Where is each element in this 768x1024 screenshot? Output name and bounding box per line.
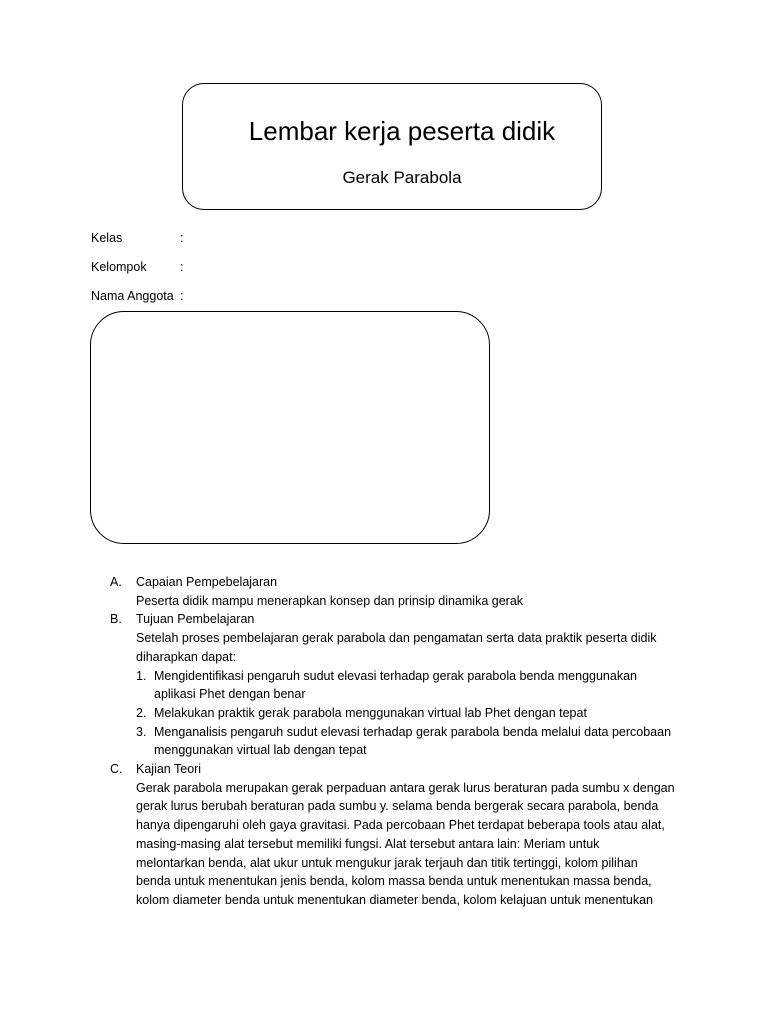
field-kelompok <box>91 258 183 276</box>
list-text: Menganalisis pengaruh sudut elevasi terhadap gerak parabola benda melalui data percobaan <box>154 724 672 739</box>
title-box <box>182 83 602 210</box>
section-text: diharapkan dapat: <box>136 649 237 664</box>
theory-line: melontarkan benda, alat ukur untuk mengukur jarak terjauh dan titik tertinggi, kolom pilihan <box>136 855 638 870</box>
list-item <box>136 704 690 723</box>
theory-line: kolom diameter benda untuk menentukan diameter benda, kolom kelajuan untuk menentukan <box>136 892 653 907</box>
field-colon: : <box>180 289 184 303</box>
section-title: Tujuan Pembelajaran <box>136 612 255 627</box>
list-text: menggunakan virtual lab dengan tepat <box>154 743 367 758</box>
theory-line: hanya dipengaruhi oleh gaya gravitasi. Pada percobaan Phet terdapat beberapa tools atau alat, <box>136 818 665 833</box>
list-item <box>136 667 690 704</box>
content-body <box>110 573 690 910</box>
page-title: Lembar kerja peserta didik <box>248 116 556 146</box>
field-label: Nama Anggota <box>91 289 174 303</box>
list-number: 1. <box>136 668 147 683</box>
list-number: 2. <box>136 705 147 720</box>
page-subtitle: Gerak Parabola <box>342 168 462 187</box>
theory-line: benda untuk menentukan jenis benda, kolom massa benda untuk menentukan massa benda, <box>136 874 652 889</box>
section-b <box>110 610 690 760</box>
section-a <box>110 573 690 610</box>
section-letter: C. <box>110 762 123 777</box>
theory-line: gerak lurus berubah beraturan pada sumbu y. selama benda bergerak secara parabola, benda <box>136 799 659 814</box>
field-nama-anggota <box>91 287 183 305</box>
field-colon: : <box>180 260 184 274</box>
theory-line: masing-masing alat tersebut memiliki fungsi. Alat tersebut antara lain: Meriam untuk <box>136 836 600 851</box>
field-colon: : <box>180 231 184 245</box>
list-text: Melakukan praktik gerak parabola menggunakan virtual lab Phet dengan tepat <box>154 705 587 720</box>
section-letter: A. <box>110 575 122 589</box>
section-letter: B. <box>110 612 122 627</box>
field-label: Kelas <box>91 231 123 245</box>
member-names-box <box>90 311 490 544</box>
theory-line: Gerak parabola merupakan gerak perpaduan antara gerak lurus beraturan pada sumbu x dengan <box>136 780 675 795</box>
list-text: Mengidentifikasi pengaruh sudut elevasi terhadap gerak parabola benda menggunakan <box>154 668 637 683</box>
section-text: Peserta didik mampu menerapkan konsep dan prinsip dinamika gerak <box>136 593 524 608</box>
list-number: 3. <box>136 724 147 739</box>
section-title: Capaian Pempebelajaran <box>136 575 278 589</box>
list-item <box>136 723 690 760</box>
section-text: Setelah proses pembelajaran gerak parabola dan pengamatan serta data praktik peserta didik <box>136 631 657 646</box>
section-title: Kajian Teori <box>136 762 202 777</box>
section-c <box>110 760 690 910</box>
field-label: Kelompok <box>91 260 147 274</box>
list-text: aplikasi Phet dengan benar <box>154 687 306 702</box>
field-kelas <box>91 229 183 247</box>
